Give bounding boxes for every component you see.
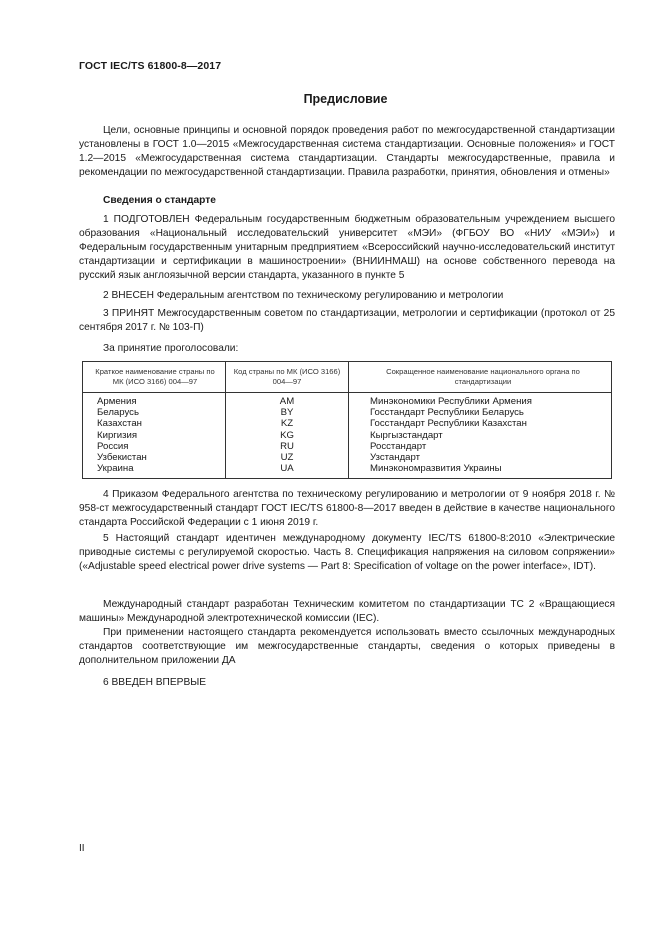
table-header-row xyxy=(83,362,611,393)
intro-paragraph: Цели, основные принципы и основной порядок проведения работ по межгосударственной стандартизации установлены в ГОСТ 1.0—2015 «Межгосударственная система стандартизации. Основные положения» и ГОСТ 1.2—2015 «Межгосударственная система стандартизации. Стандарты межгосударственные, правила и рекомендации по межгосударственной стандартизации. Правила разработки, принятия, обновления и отмены» xyxy=(79,125,615,178)
item-5-committee-paragraph: Международный стандарт разработан Техническим комитетом по стандартизации ТС 2 «Вращающиеся машины» Международной электротехнической комиссии (IEC). xyxy=(79,599,615,624)
item-2-paragraph: 2 ВНЕСЕН Федеральным агентством по техническому регулированию и метрологии xyxy=(103,290,504,301)
table-divider xyxy=(348,362,349,478)
table-cell-org: Минэкономики Республики Армения xyxy=(370,396,532,407)
item-1-paragraph: 1 ПОДГОТОВЛЕН Федеральным государственным бюджетным образовательным учреждением высшего образования «Национальный исследовательский университет «МЭИ» (ФГБОУ ВО «НИУ «МЭИ») и Федеральным государственным унитарным предприятием «Всероссийский научно-исследовательский институт стандартизации и сертификации в машиностроении» (ВНИИНМАШ) на основе собственного перевода на русский язык англоязычной версии стандарта, указанного в пункте 5 xyxy=(79,214,615,281)
page-title: Предисловие xyxy=(303,92,388,106)
table-cell-code: AM xyxy=(279,396,295,407)
table-header-code: Код страны по МК (ИСО 3166) 004—97 xyxy=(233,367,341,386)
table-cell-country: Беларусь xyxy=(97,407,139,419)
org-column xyxy=(370,396,532,474)
table-cell-code: UZ xyxy=(280,452,294,464)
table-cell-code: BY xyxy=(280,407,294,419)
table-cell-code: KG xyxy=(280,429,294,441)
section-heading: Сведения о стандарте xyxy=(103,195,216,206)
table-cell-code: RU xyxy=(280,440,294,452)
code-column xyxy=(226,396,348,474)
table-cell-org: Госстандарт Республики Казахстан xyxy=(370,418,527,430)
table-header-country: Краткое наименование страны по МК (ИСО 3166) 004—97 xyxy=(95,367,215,386)
voting-table xyxy=(82,361,612,479)
voted-label: За принятие проголосовали: xyxy=(103,343,239,354)
table-cell-country: Узбекистан xyxy=(97,452,147,464)
item-5-application-paragraph: При применении настоящего стандарта рекомендуется использовать вместо ссылочных международных стандартов соответствующие им межгосударственные стандарты, сведения о которых приведены в дополнительном приложении ДА xyxy=(79,627,615,666)
page-number: II xyxy=(79,843,85,854)
table-cell-country: Армения xyxy=(97,396,137,407)
item-6-paragraph: 6 ВВЕДЕН ВПЕРВЫЕ xyxy=(103,677,207,688)
table-cell-country: Казахстан xyxy=(97,418,142,430)
document-header: ГОСТ IEC/TS 61800-8—2017 xyxy=(79,60,222,72)
table-header-org: Сокращенное наименование национального органа по стандартизации xyxy=(386,367,580,386)
table-cell-country: Россия xyxy=(97,440,129,452)
item-4-paragraph: 4 Приказом Федерального агентства по техническому регулированию и метрологии от 9 ноября 2018 г. № 958-ст межгосударственный стандарт ГОСТ IEC/TS 61800-8—2017 введен в действие в качестве национального стандарта Российской Федерации с 1 июня 2019 г. xyxy=(79,489,615,528)
table-cell-country: Киргизия xyxy=(97,429,138,441)
table-cell-org: Узстандарт xyxy=(370,452,421,464)
item-5-paragraph: 5 Настоящий стандарт идентичен международному документу IEC/TS 61800-8:2010 «Электрические приводные системы с регулируемой скоростью. Часть 8. Спецификация напряжения на силовом сопряжении» («Adjustable speed electrical power drive systems — Part 8: Specification of voltage on the power interface», IDT). xyxy=(79,533,615,572)
table-cell-code: KZ xyxy=(280,418,294,430)
table-cell-code: UA xyxy=(280,463,294,475)
table-cell-org: Росстандарт xyxy=(370,440,427,452)
item-3-paragraph: 3 ПРИНЯТ Межгосударственным советом по стандартизации, метрологии и сертификации (протокол от 25 сентября 2017 г. № 103-П) xyxy=(79,308,615,333)
table-cell-org: Минэкономразвития Украины xyxy=(370,463,502,475)
table-cell-org: Госстандарт Республики Беларусь xyxy=(370,407,524,419)
country-column xyxy=(97,396,147,474)
table-cell-org: Кыргызстандарт xyxy=(370,429,443,441)
table-cell-country: Украина xyxy=(97,463,134,475)
